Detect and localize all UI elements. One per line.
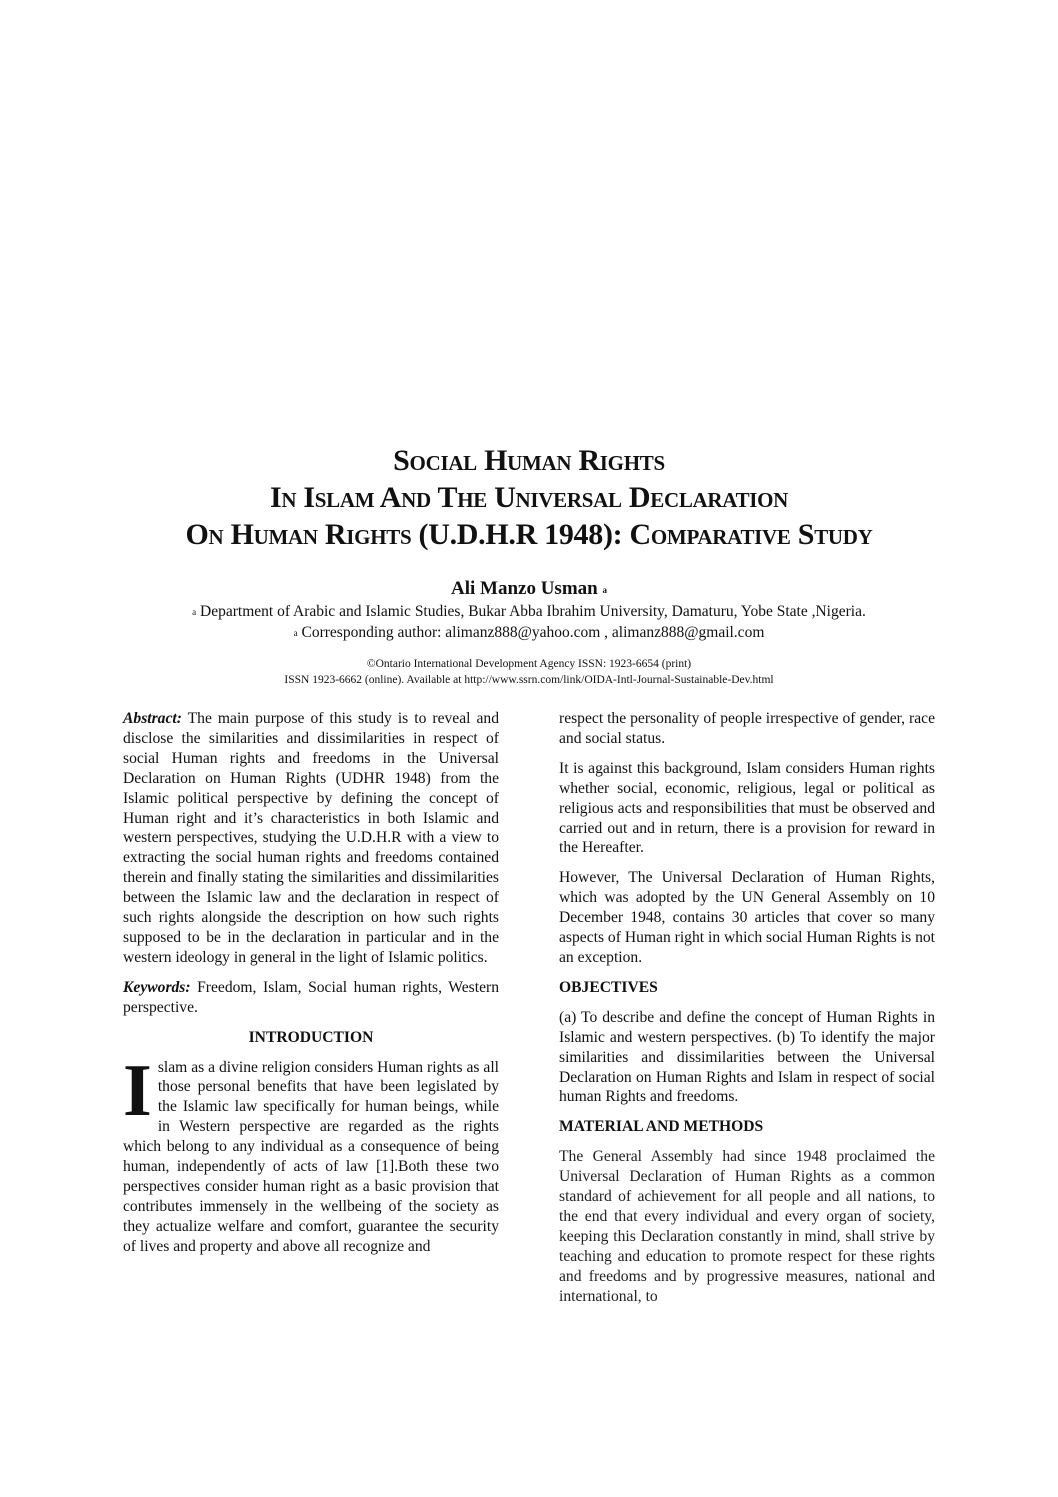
title-line-1: Social Human Rights [393, 444, 665, 477]
introduction-paragraph-1-continued: respect the personality of people irrespective of gender, race and social status. [559, 710, 935, 747]
introduction-paragraph-1 [123, 1049, 499, 1257]
title-line-3: On Human Rights (U.D.H.R 1948): Comparative Study [185, 518, 873, 551]
objectives-text: (a) To describe and define the concept of Human Rights in Islamic and western perspectives. (b) To identify the major similarities and dissimilarities between the Universal Declaration on Human Rights and Islam in respect of social human Rights and freedoms. [559, 1008, 935, 1106]
corresponding-author [0, 622, 1058, 643]
corresponding-author-text: Corresponding author: alimanz888@yahoo.com , alimanz888@gmail.com [301, 624, 765, 641]
objectives-heading: OBJECTIVES [559, 978, 658, 996]
paper-title [0, 442, 1058, 553]
keywords-text: Freedom, Islam, Social human rights, Western perspective. [123, 978, 499, 1016]
keywords-label: Keywords: [123, 978, 191, 996]
affiliation-superscript: a [192, 607, 197, 617]
introduction-paragraph-3: However, The Universal Declaration of Human Rights, which was adopted by the UN General Assembly on 10 December 1948, contains 30 articles that cover so many aspects of Human right in which social Human Rights is not an exception. [559, 869, 935, 966]
introduction-paragraph-2: It is against this background, Islam considers Human rights whether social, economic, religious, legal or political as religious acts and responsibilities that must be observed and carried out and in return, there is a provision for reward in the Hereafter. [559, 759, 935, 857]
drop-cap: I [123, 1049, 152, 1132]
abstract [123, 709, 499, 968]
publication-line-1: ©Ontario International Development Agency ISSN: 1923-6654 (print) [366, 658, 692, 670]
keywords [123, 978, 499, 1018]
title-line-2: In Islam And The Universal Declaration [269, 481, 789, 514]
author-name-text: Ali Manzo Usman [451, 578, 598, 599]
right-column [559, 709, 935, 1316]
introduction-paragraph-1-text: slam as a divine religion considers Human rights as all those personal benefits that have been legislated by the Islamic law specifically for human beings, while in Western perspective are regarded as the rights which belong to any individual as a consequence of being human, independently of acts of law [1].Both these two perspectives consider human right as a basic provision that contributes immensely in the wellbeing of the society as they actualize welfare and comfort, guarantee the security of lives and property and above all recognize and [123, 1058, 499, 1255]
introduction-heading: INTRODUCTION [248, 1028, 374, 1046]
affiliation [0, 601, 1058, 622]
author-block [0, 577, 1058, 688]
affiliation-text: Department of Arabic and Islamic Studies, Bukar Abba Ibrahim University, Damaturu, Yobe State ,Nigeria. [200, 603, 866, 620]
publication-line-2: ISSN 1923-6662 (online). Available at http://www.ssrn.com/link/OIDA-Intl-Journal-Sustainable-Dev.html [284, 674, 774, 686]
author-name [0, 577, 1058, 601]
methods-text: The General Assembly had since 1948 proclaimed the Universal Declaration of Human Rights as a common standard of achievement for all people and all nations, to the end that every individual and every organ of society, keeping this Declaration constantly in mind, shall strive by teaching and education to promote respect for these rights and freedoms and by progressive measures, national and international, to [559, 1148, 935, 1305]
abstract-text: The main purpose of this study is to reveal and disclose the similarities and dissimilarities in respect of social Human rights and freedoms in the Universal Declaration on Human Rights (UDHR 1948) from the Islamic political perspective by defining the concept of Human right and it’s characteristics in both Islamic and western perspectives, studying the U.D.H.R with a view to extracting the social human rights and freedoms contained therein and finally stating the similarities and dissimilarities between the Islamic law and the declaration in respect of such rights alongside the description on how such rights supposed to be in the declaration in particular and in the western ideology in general in the light of Islamic politics. [123, 710, 499, 966]
author-superscript: a [602, 585, 607, 595]
methods-heading: MATERIAL AND METHODS [559, 1118, 764, 1136]
abstract-label: Abstract: [123, 710, 182, 727]
corresponding-superscript: a [293, 628, 298, 638]
left-column [123, 709, 499, 1267]
